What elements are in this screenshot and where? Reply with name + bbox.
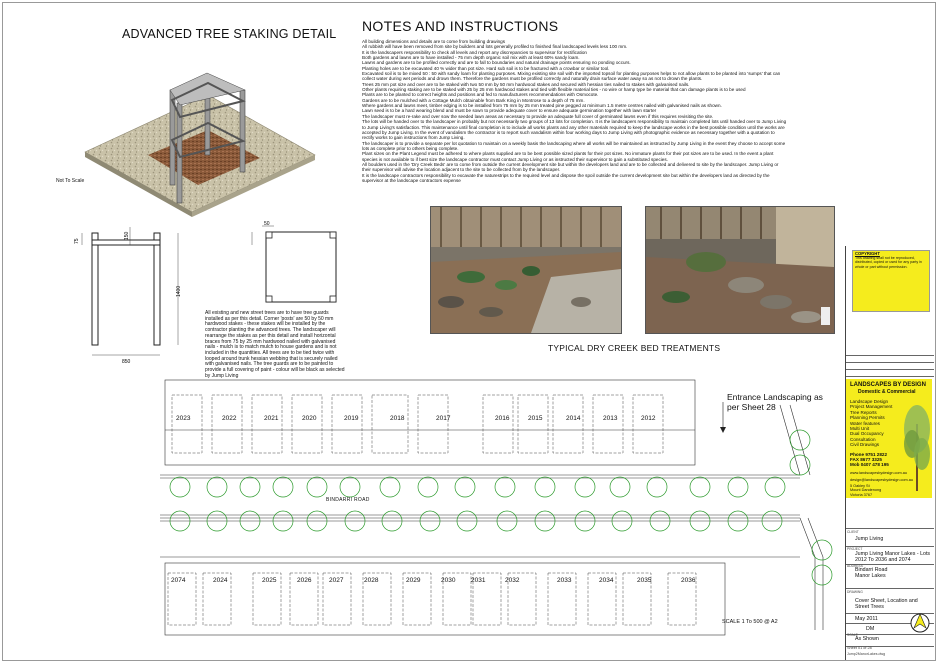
address-label: ADDRESS <box>847 564 863 568</box>
service-item: Project Management <box>850 404 893 410</box>
lot-label: 2019 <box>344 415 359 422</box>
site-address-line: Manor Lakes <box>855 573 886 580</box>
scale-label: SCALE 1 To 500 @ A2 <box>722 619 778 625</box>
lot-label: 2030 <box>441 577 456 584</box>
note-item: Excavated soil is to be mixed 50 : 50 with sandy loam for planting purposes. Mixing existing site soil with the imported topsoil for planting purposes helps to not allow plants to be planted into 'sumps' that can collect water during wet periods and drown them. Therefore the gardens must be profiled correctly and naturally drain surface water away so as not to drown the plants. <box>362 71 781 82</box>
client-label: CLIENT <box>847 530 859 534</box>
note-item: Both gardens and lawns are to have installed - 75 mm depth organic soil mix with at least 60% sandy loam. <box>362 55 580 61</box>
scale-label-tb: SCALE <box>847 633 858 637</box>
service-item: Consultation <box>850 436 876 442</box>
note-item: Plant sizes on the Plant Legend must be adhered to where plants supplied are to be best possible sized plants for their pot sizes. No immature plants for their pot sizes are to be used. In the event a plant species is not available to if best size the landscape contractor must contact Jump Living or as instructed their supervisor to gain a substituted species. <box>362 151 774 162</box>
lot-label: 2017 <box>436 415 451 422</box>
drawn-value: DM <box>866 626 875 632</box>
dim-50: 50 <box>264 221 270 227</box>
entrance-note: Entrance Landscaping as per Sheet 28 <box>727 392 823 412</box>
lot-label: 2016 <box>495 415 510 422</box>
note-item: The landscaper is to provide a separate per lot quotation to maintain on a weekly basis the landscaping where all works will be maintained as instructed by Jump Living in the event they choose to accept some lots as complete prior to others being complete. <box>362 140 786 151</box>
lot-label: 2014 <box>566 415 581 422</box>
note-item: Plants are to be planted to correct heights and positions and fed to manufacturers recommendations with Osmocote. <box>362 92 599 98</box>
drawing-label: DRAWING <box>847 590 863 594</box>
dim-1400: 1400 <box>176 285 182 297</box>
address-line: 5 Oakley St <box>850 483 870 488</box>
north-arrow-icon <box>910 612 930 634</box>
sheet-number: Sheet 01 of 28 <box>847 646 872 650</box>
note-item: It is the landscape contractors responsibility to excavate the naturestrips to the required level and dispose the spoil outside the current development site but within the developers land as directed by the supervisor at the landscape contractors expense <box>362 172 770 183</box>
note-item: All building dimensions and details are to come from building drawings <box>362 39 505 44</box>
lot-label: 2033 <box>557 577 572 584</box>
note-item: It is the landscapers responsibility to check all levels and report any discrepancies to supervisor for rectification <box>362 49 587 55</box>
dim-75: 75 <box>74 238 80 244</box>
note-item: Gardens are to be mulched with a Cottage Mulch obtainable from Bark King in Montrose to a depth of 75 mm. <box>362 97 585 103</box>
photos-caption: TYPICAL DRY CREEK BED TREATMENTS <box>548 343 721 353</box>
scale-value: As Shown <box>855 636 879 642</box>
project-label: PROJECT <box>847 547 863 551</box>
drawing-value: Cover Sheet, Location and Street Trees <box>855 598 918 611</box>
notes-list <box>362 39 787 183</box>
company-name: LANDSCAPES BY DESIGN <box>850 382 926 388</box>
service-item: Landscape Design <box>850 399 889 404</box>
note-item: All boulders used in the 'Dry Creek Beds' are to come from outside the current development site but within the developers land and are to be collected and delivered to site by the landscaper. Jump Living or their supervisor will advise the location adjacent to the site to be collected from by the landscaper. <box>362 161 779 173</box>
lot-label: 2021 <box>264 415 279 422</box>
fax: FAX 8677 3325 <box>850 457 882 463</box>
note-item: The lots will be handed over to the landscaper in probably but not necessarily two groups of 13 lots for completion. It is the landscapers responsibility to maintain completed lots until handed over to Jump Living to Jump Living's satisfaction. This maintenance until final completion is to include all works plants and any other materials required to keep the landscape works in the best possible condition until the works are accepted by Jump Living. In the event of vandalism the contractor is to report such vandalism within four working days to Jump Living with photographic evidence as necessary together with a quotation to rectify works to gain instructions from Jump Living. <box>362 119 787 141</box>
note-item: Planting holes are to be excavated 40 % wider than pot size. Hard sub soil is to be fractured with a crowbar or similar tool. <box>362 65 610 71</box>
file-name: Jump2ManorLakes.dwg <box>847 652 886 656</box>
dim-150: 150 <box>124 231 130 240</box>
lot-label: 2018 <box>390 415 405 422</box>
service-item: Civil Drawings <box>850 442 880 448</box>
note-item: The landscaper must re-rake and over sow the seeded lawn areas as necessary to provide an adequate full cover of germinated lawns even if this requires revisiting the site. <box>362 113 714 119</box>
lot-label: 2013 <box>603 415 618 422</box>
note-item: Where gardens and lawns meet, timber edging is to be installed from 75 mm by 25 mm treated pine pegged at minimum 1.5 metre centres nailed with galvanised nails as shown. <box>362 103 722 109</box>
site-address <box>855 567 887 579</box>
lot-label: 2034 <box>599 577 614 584</box>
copyright-text: This drawing shall not be reproduced, distributed, copied or used for any party in whole or part without permission. <box>855 256 922 269</box>
tree-guard-isometric <box>80 45 320 230</box>
email-link[interactable]: design@landscapesbydesign.com.au <box>850 477 913 482</box>
note-item: Lawns and gardens are to be profiled correctly and are to fall to boundaries and natural drainage points ensuring no ponding occurs. <box>362 60 631 66</box>
service-item: Multi Unit <box>850 426 870 432</box>
copyright-box <box>852 250 930 312</box>
lot-label: 2012 <box>641 415 656 422</box>
dim-850: 850 <box>122 359 131 365</box>
lot-label: 2028 <box>364 577 379 584</box>
note-item: Trees 25 mm pot size and over are to be staked with two 50 mm by 50 mm hardwood stakes and secured with hessian ties nailed to stakes with galvanised nails. <box>362 81 690 87</box>
project-value: Jump Living Manor Lakes - Lots 2012 To 2036 and 2074 <box>855 551 931 564</box>
mobile: Mob 0407 478 195 <box>850 462 889 468</box>
company-panel <box>846 379 932 498</box>
notes-title: NOTES AND INSTRUCTIONS <box>362 18 559 34</box>
service-item: Tree Reports <box>850 409 877 415</box>
address-line: Mount Dandenong <box>850 488 882 493</box>
note-item: Other plants requiring staking are to be staked with 25 by 25 mm hardwood stakes and tied with flexible material ties - no wire or hamp type be material that can damage plants is to be used <box>362 87 746 93</box>
lot-label: 2020 <box>302 415 317 422</box>
copyright-title: COPYRIGHT <box>855 251 880 256</box>
date-value: May 2011 <box>855 616 878 622</box>
road-label: BINDARRI ROAD <box>326 497 370 503</box>
lot-label: 2036 <box>681 577 696 584</box>
lot-label: 2022 <box>222 415 237 422</box>
lot-label: 2025 <box>262 577 277 584</box>
website-link[interactable]: www.landscapesbydesign.com.au <box>850 470 907 475</box>
service-item: Water features <box>850 420 880 426</box>
note-item: All rubbish will have been removed from site by builders and lots generally profiled to finished final landscaped levels less 100 mm. <box>362 44 628 50</box>
company-subtitle: Domestic & Commercial <box>858 389 916 395</box>
staking-title: ADVANCED TREE STAKING DETAIL <box>122 27 337 41</box>
lot-label: 2031 <box>471 577 486 584</box>
tree-logo-icon <box>902 399 932 494</box>
client-value: Jump Living <box>855 536 884 542</box>
service-item: Planning Permits <box>850 415 885 421</box>
tree-guard-elevation <box>70 215 185 365</box>
phone: Phone 9751 2822 <box>850 451 888 457</box>
lot-label: 2032 <box>505 577 520 584</box>
lot-label: 2029 <box>406 577 421 584</box>
lot-label: 2024 <box>213 577 228 584</box>
site-address-line: Bindarri Road <box>855 567 888 573</box>
lot-label: 2027 <box>329 577 344 584</box>
lot-label: 2023 <box>176 415 191 422</box>
lot-label: 2015 <box>528 415 543 422</box>
staking-description: All existing and new street trees are to have tree guards installed as per this detail. Corner 'posts' are 50 by 50 mm hardwood stakes - these stakes will be installed by the contractor planting the advanced trees. The landscaper will rearrange the stakes as per this detail and install horizontal braces from 75 by 25 mm hardwood nailed with galvanised nails - mulch is to match mulch to house gardens and is not included in the quantities. All trees are to be tied twice with looped around trunk hessian webbing that is securely nailed with galvanised nails. The tree guards are to be painted to provide a full covering of paint - colour will be black as selected by Jump Living <box>205 310 345 379</box>
tree-guard-plan <box>248 220 343 310</box>
not-to-scale-label: Not To Scale <box>56 178 85 184</box>
lot-label: 2026 <box>297 577 312 584</box>
address-line: Victoria 3767 <box>850 493 873 498</box>
dry-creek-photo-2 <box>645 206 835 334</box>
lot-label: 2035 <box>637 577 652 584</box>
lot-label: 2074 <box>171 577 186 584</box>
note-item: Lawn seed is to be a hard wearing blend and must be sown to provide adequate cover to ensure adequate germination together with lawn starter <box>362 108 657 114</box>
dry-creek-photo-1 <box>430 206 622 334</box>
service-item: Dual Occupancy <box>850 431 884 437</box>
